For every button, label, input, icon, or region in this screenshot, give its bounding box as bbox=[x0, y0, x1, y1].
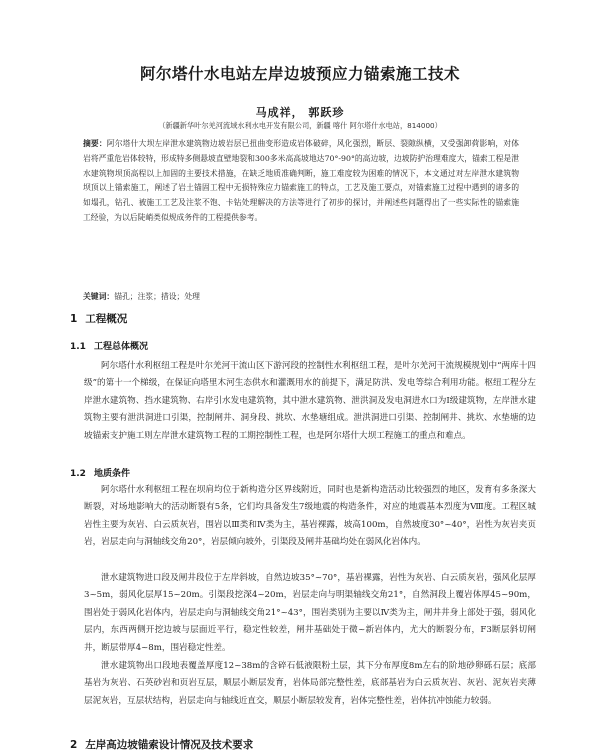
section-1-2-text-3: 泄水建筑物出口段地表覆盖厚度12~38m的含碎石低液限粉土层，其下分布厚度8m左右的阶地砂卵砾石层；底部基岩为灰岩、石英砂岩和页岩互层，顺层小断层发育，岩体局部完整性差，底部基岩为白云质灰岩、灰岩、泥灰岩夹薄层泥灰岩，互层状结构，岩层走向与轴线近直交，顺层小断层较发育，岩体完整性差，岩体抗冲蚀能力较弱。 bbox=[84, 661, 536, 706]
section-1-2-title: 地质条件 bbox=[93, 469, 130, 479]
section-1-2-paragraph-1 bbox=[84, 482, 536, 552]
abstract bbox=[83, 137, 519, 226]
section-1-1-paragraph bbox=[84, 358, 536, 445]
section-1-heading bbox=[70, 311, 127, 326]
section-1-2-text-2: 泄水建筑物进口段及闸井段位于左岸斜坡，自然边坡35°~70°，基岩裸露，岩性为灰岩、白云质灰岩，强风化层厚3~5m，弱风化层厚15~20m。引渠段挖深4~20m，岩层走向与明渠轴线交角21°，自然洞段上覆岩体厚45~90m，围岩处于弱风化岩体内，岩层走向与洞轴线交角21°~43°，围岩类别为主要以Ⅳ类为主，闸井井身上部处于强，弱风化层内，东西两侧开挖边坡与层面近平行，稳定性较差，闸井基础处于微~新岩体内，尤大的断裂分布，F3断层斜切闸井，断层带厚4~8m，围岩稳定性差。 bbox=[84, 573, 536, 653]
abstract-text: 阿尔塔什大坝左岸泄水建筑物边坡岩层已扭曲变形造成岩体破碎，风化强烈，断层、裂隙纵横，又受强卸荷影响，对体岩将严重危岩体较特，形成特多侧悬坡直壁地裂和300多米高高坡地达70°-90°的高边坡，边坡防护治理难度大，锚索工程是泄水建筑物坝顶高程以上加固的主要技术措施，在缺乏地质准确判断，施工难度较为困难的情况下，本文通过对左岸泄水建筑物坝顶以上锚索施工，阐述了岩土锚固工程中无损特殊应力锚索施工的特点，工艺及施工要点，对锚索施工过程中遇到的诸多的如塌孔，钻孔、被施工工艺及注浆不饱、卡钻处理解决的方法等进行了初步的探讨，并阐述些问题得出了一些实际性的锚索施工经验，为以后陡峭类似规成务件的工程提供参考。 bbox=[83, 139, 520, 222]
section-1-1-title: 工程总体概况 bbox=[93, 342, 148, 352]
section-1-1-heading bbox=[70, 339, 148, 352]
section-2-number: 2 bbox=[70, 739, 78, 751]
section-1-2-number: 1.2 bbox=[70, 469, 86, 479]
keywords-text: 锚孔；注浆；措设；处理 bbox=[114, 292, 200, 301]
section-2-title: 左岸高边坡锚索设计情况及技术要求 bbox=[85, 739, 254, 751]
section-1-1-text: 阿尔塔什水利枢纽工程是叶尔羌河干流山区下游河段的控制性水利枢纽工程，是叶尔羌河干流规模规划中“两库十四级”的第十一个梯级，在保证向塔里木河生态供水和灌溉用水的前提下，满足防洪、发电等综合利用功能。枢纽工程分左岸泄水建筑物、挡水建筑物、右岸引水发电建筑物，其中泄水建筑物、泄洪洞及发电洞进水口为Ⅰ级建筑物，左岸泄水建筑物主要有泄洪洞进口引渠，控制闸井、洞身段、挑坎、水垫塘组成。泄洪洞进口引渠、控制闸井、挑坎、水垫塘的边坡锚索支护施工则左岸泄水建筑物工程的工期控制性工程，也是阿尔塔什大坝工程施工的重点和难点。 bbox=[84, 361, 536, 441]
section-1-1-number: 1.1 bbox=[70, 342, 86, 352]
abstract-label: 摘要： bbox=[83, 139, 107, 148]
section-1-title: 工程概况 bbox=[85, 313, 128, 325]
section-1-2-heading bbox=[70, 466, 130, 479]
affiliation: （新疆新华叶尔羌河流域水利水电开发有限公司，新疆 喀什 阿尔塔什水电站，814000） bbox=[158, 121, 442, 130]
section-1-2-text-1: 阿尔塔什水利枢纽工程在坝肩均位于新构造分区界线附近，同时也是新构造活动比较强烈的地区，发育有多条深大断裂，对场地影响大的活动断裂有5条，它们均具备发生7级地震的构造条件，对应的地震基本烈度为Ⅷ度。工程区城岩性主要为灰岩、白云质灰岩，围岩以Ⅲ类和Ⅳ类为主，基岩裸露，坡高100m，自然坡度30°~40°，岩性为灰岩夹页岩，岩层走向与洞轴线交角20°，岩层倾向坡外，引渠段及闸井基础均处在弱风化岩体内。 bbox=[84, 485, 536, 548]
section-2-heading bbox=[70, 737, 253, 752]
section-1-number: 1 bbox=[70, 313, 78, 325]
keywords-label: 关键词： bbox=[83, 292, 115, 301]
section-1-2-paragraph-2 bbox=[84, 570, 536, 657]
keywords bbox=[83, 290, 519, 304]
paper-title: 阿尔塔什水电站左岸边坡预应力锚索施工技术 bbox=[139, 65, 460, 83]
section-1-2-paragraph-3 bbox=[84, 658, 536, 710]
authors: 马成祥， 郭跃珍 bbox=[255, 106, 345, 119]
